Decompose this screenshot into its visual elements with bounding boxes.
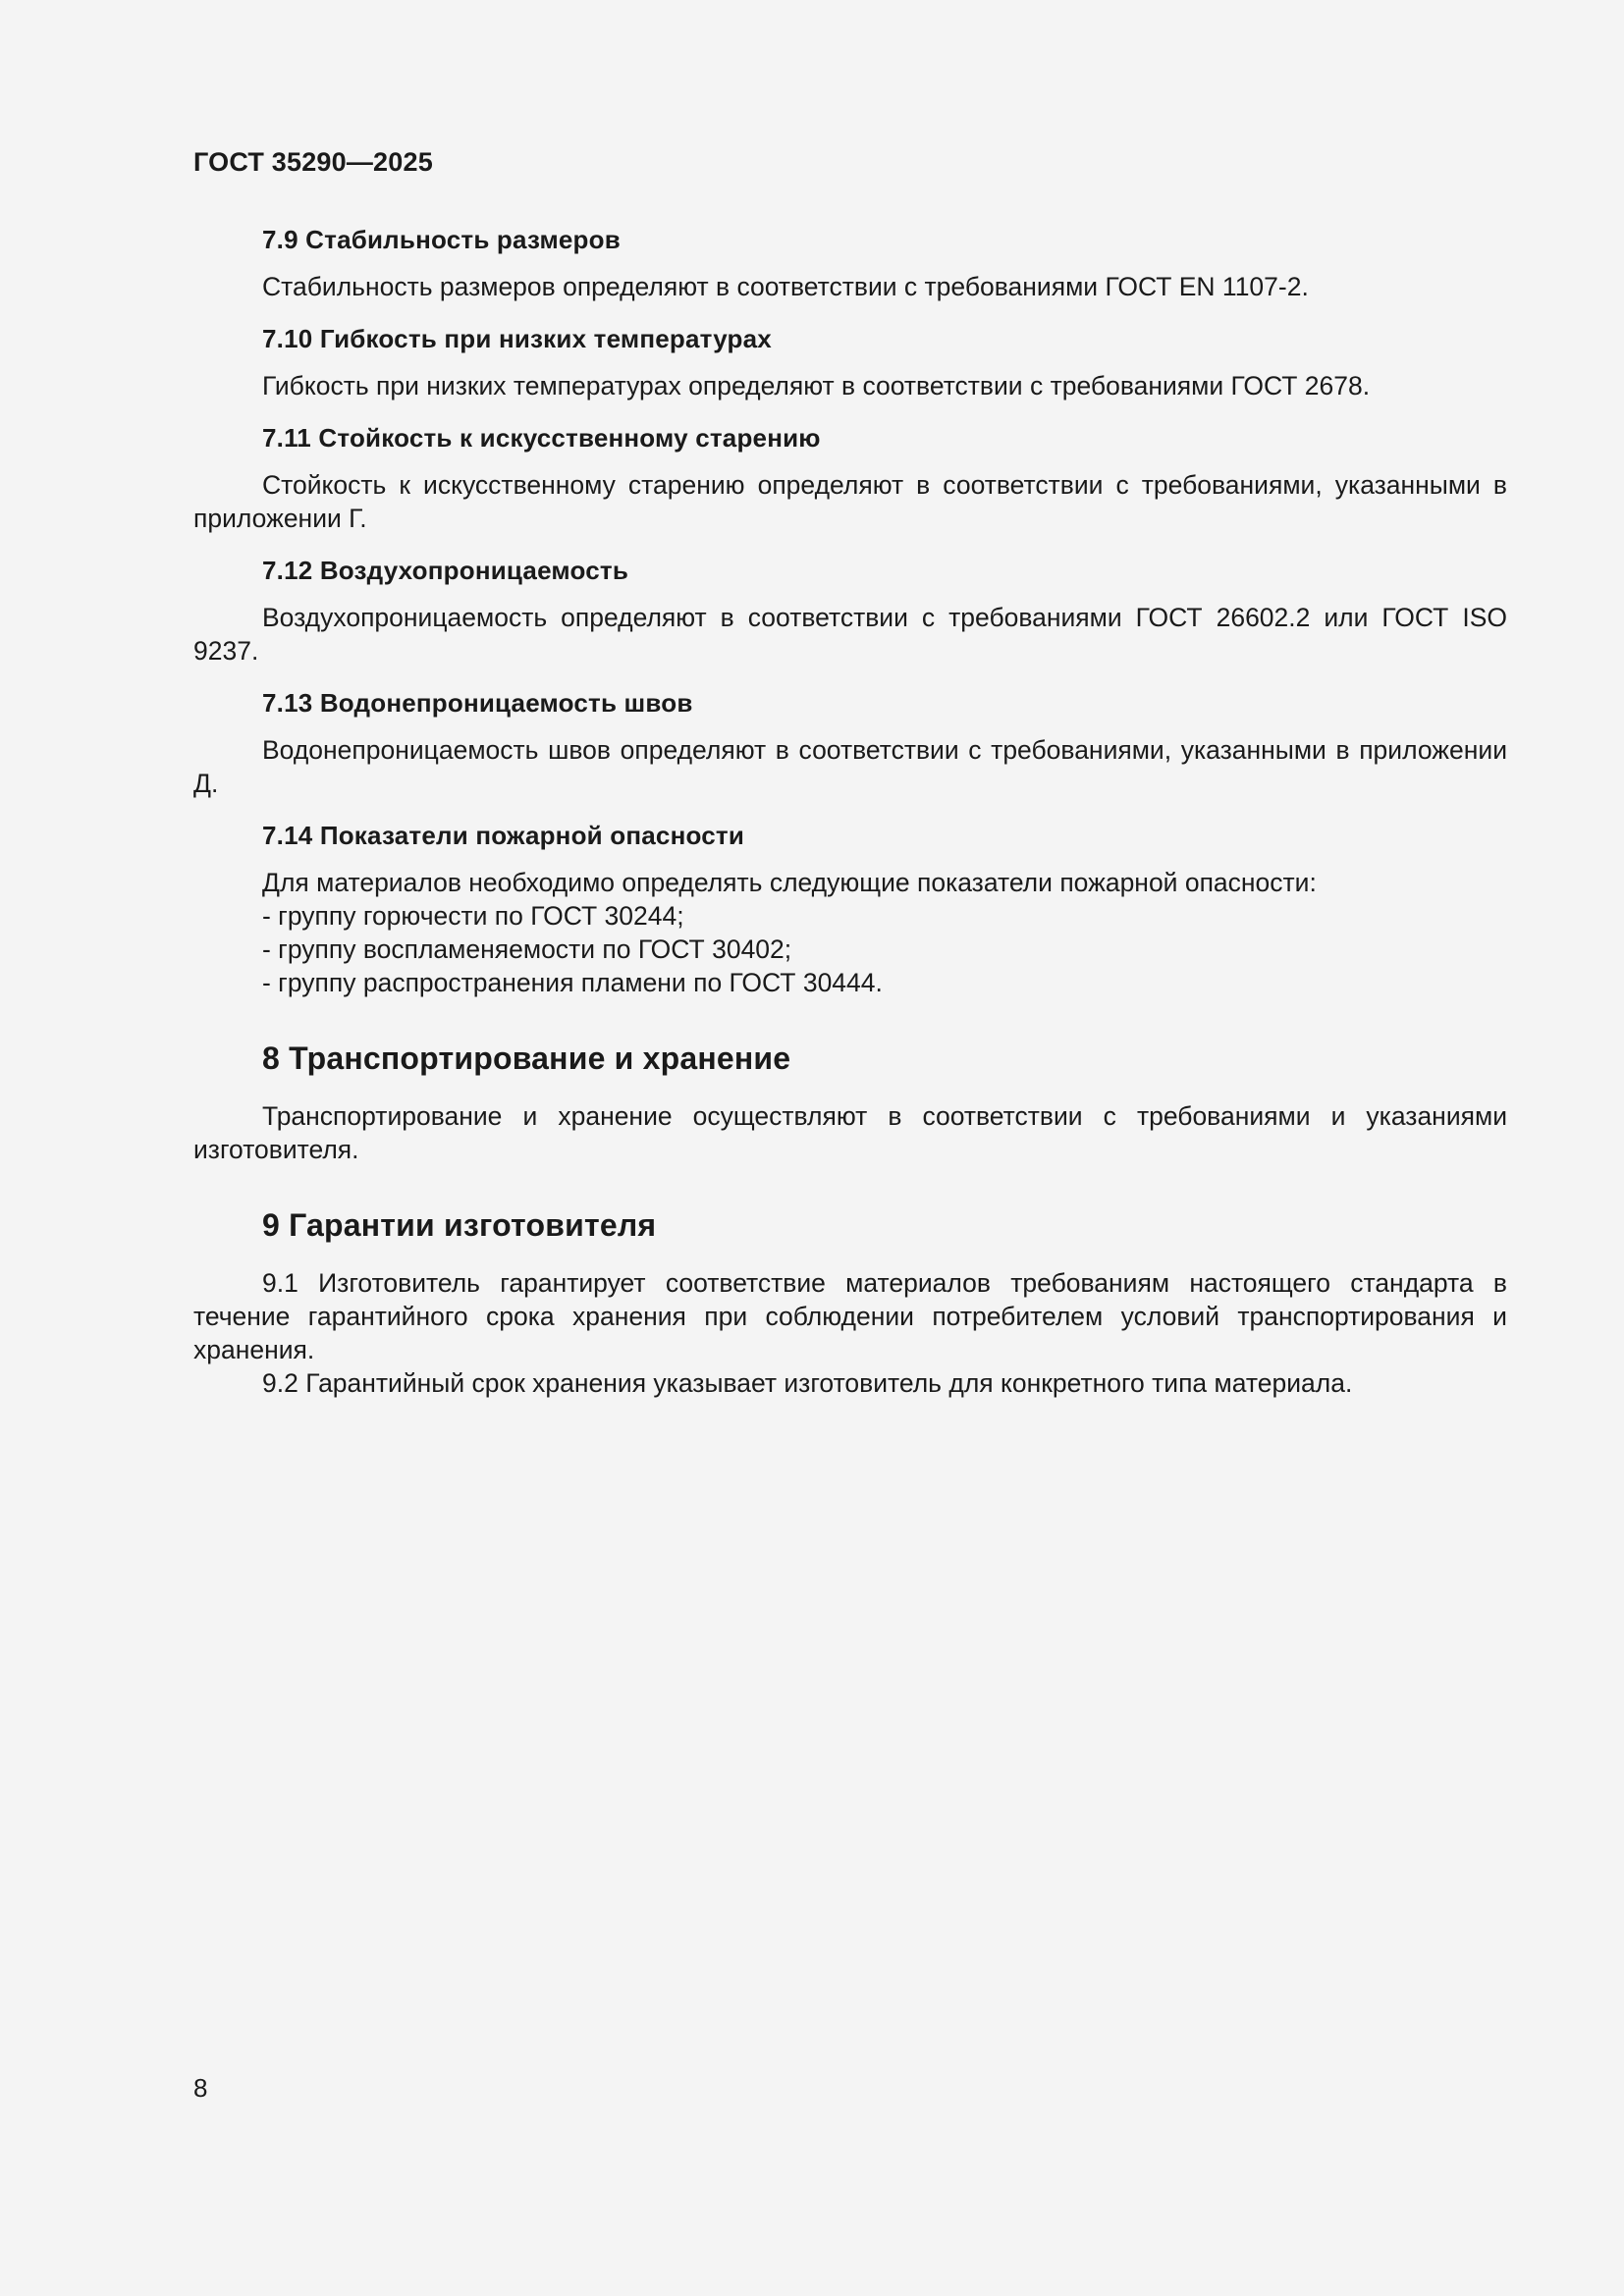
section-7-9-title: 7.9 Стабильность размеров [262,225,621,254]
document-id-header: ГОСТ 35290—2025 [193,147,433,177]
section-8-title: 8 Транспортирование и хранение [262,1041,791,1076]
section-9-1-text: 9.1 Изготовитель гарантирует соответствие материалов требованиям настоящего стандарта в течение гарантийного срока хранения при соблюдении потребителем условий транспортирования и хранения. [193,1268,1507,1364]
document-body [193,223,1507,1400]
fire-hazard-list [193,899,1507,999]
list-item: - группу воспламеняемости по ГОСТ 30402; [262,934,792,964]
list-item: - группу горючести по ГОСТ 30244; [262,901,684,931]
section-7-10-title: 7.10 Гибкость при низких температурах [262,324,772,353]
section-7-14-text: Для материалов необходимо определять следующие показатели пожарной опасности: [262,868,1317,897]
section-7-13-title: 7.13 Водонепроницаемость швов [262,688,693,718]
section-7-12-title: 7.12 Воздухопроницаемость [262,556,628,585]
page-number: 8 [193,2073,208,2103]
section-9-body [193,1266,1507,1400]
section-9-title: 9 Гарантии изготовителя [262,1207,657,1243]
document-page [193,0,1507,2296]
section-7-9-text: Стабильность размеров определяют в соответствии с требованиями ГОСТ EN 1107-2. [262,272,1309,301]
section-9-2-text: 9.2 Гарантийный срок хранения указывает изготовитель для конкретного типа материала. [262,1368,1353,1398]
section-7-13-text: Водонепроницаемость швов определяют в соответствии с требованиями, указанными в приложении Д. [193,735,1507,798]
list-item: - группу распространения пламени по ГОСТ 30444. [262,968,883,997]
section-7-12-text: Воздухопроницаемость определяют в соответствии с требованиями ГОСТ 26602.2 или ГОСТ ISO 9237. [193,603,1507,666]
section-7-11-title: 7.11 Стойкость к искусственному старению [262,423,821,453]
section-7-14-title: 7.14 Показатели пожарной опасности [262,821,744,850]
section-7-11-text: Стойкость к искусственному старению определяют в соответствии с требованиями, указанными в приложении Г. [193,470,1507,533]
section-7-10-text: Гибкость при низких температурах определяют в соответствии с требованиями ГОСТ 2678. [262,371,1371,400]
section-8-text: Транспортирование и хранение осуществляют в соответствии с требованиями и указаниями изготовителя. [193,1101,1507,1164]
